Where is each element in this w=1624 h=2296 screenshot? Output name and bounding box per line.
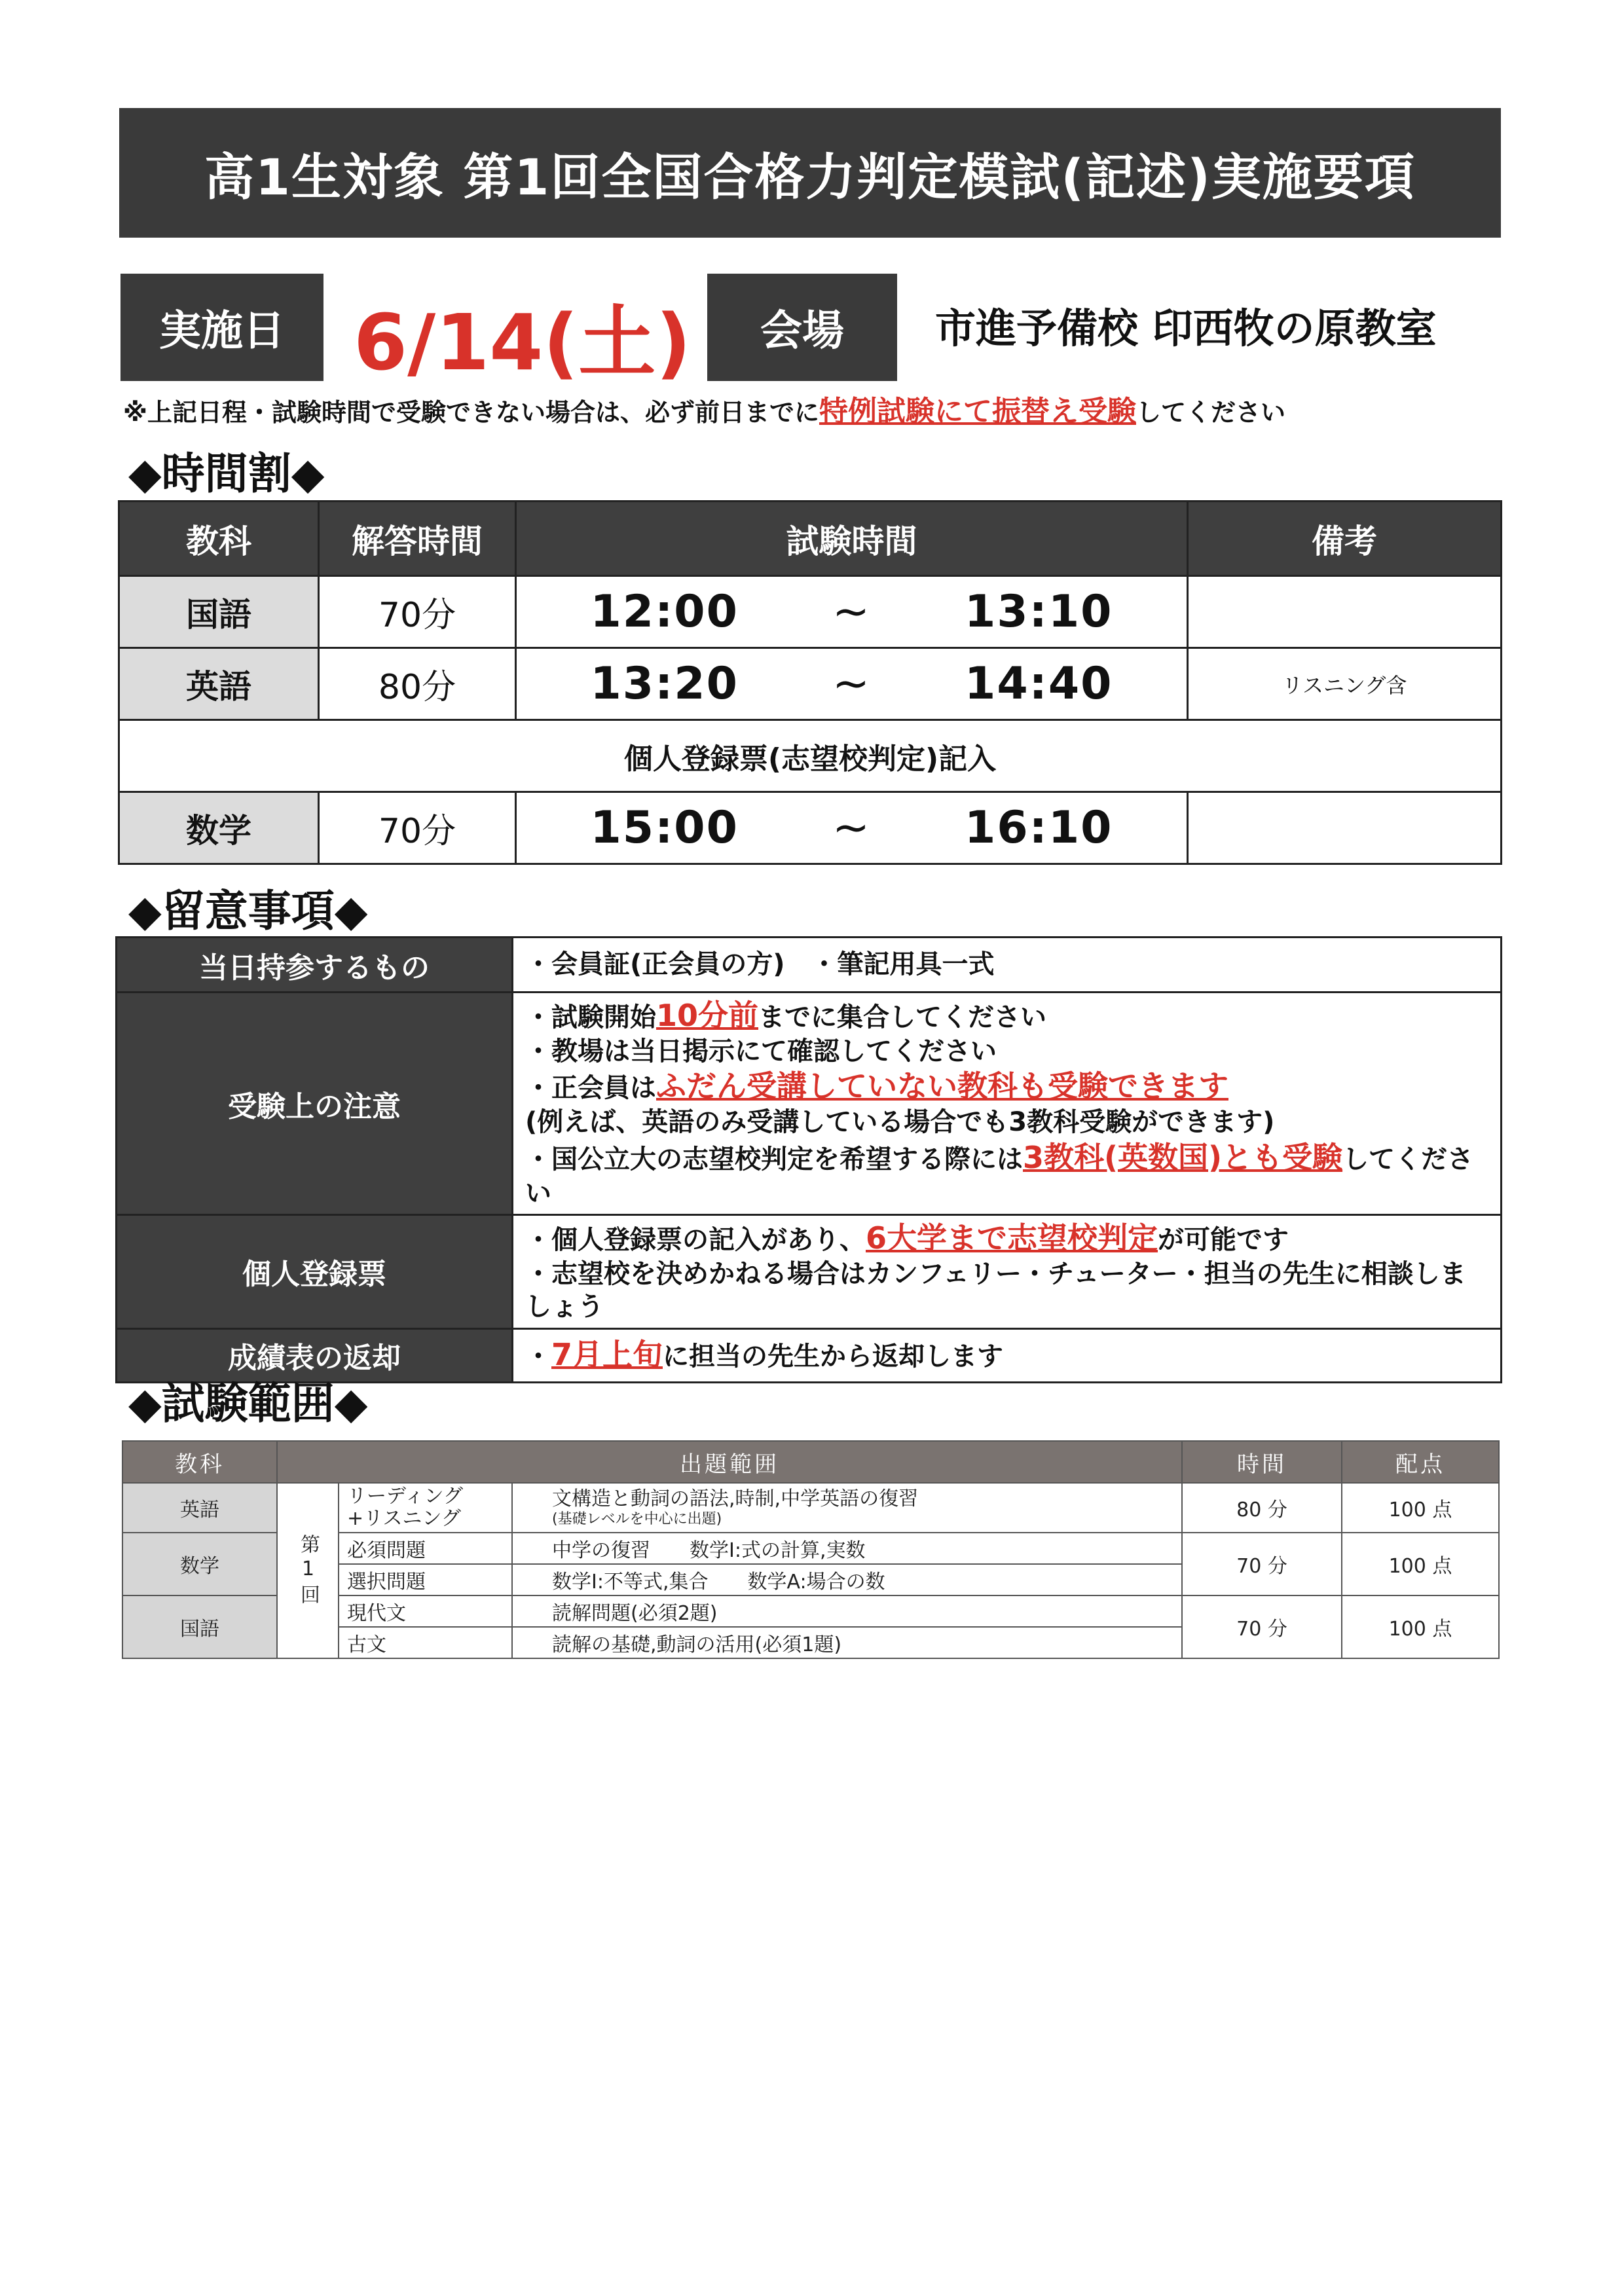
table-row	[119, 648, 1502, 720]
section-notes-heading: ◆留意事項◆	[128, 886, 368, 936]
row-start-time: 15:00	[516, 792, 813, 864]
row-start-time: 12:00	[516, 576, 813, 648]
notice-prefix: ※上記日程・試験時間で受験できない場合は、必ず前日までに	[123, 398, 819, 427]
caution-5-highlight: 3教科(英数国)とも受験	[1023, 1139, 1343, 1175]
date-label: 実施日	[120, 274, 323, 381]
row-note	[1188, 792, 1502, 864]
range-japanese-topic-2: 古文	[339, 1627, 512, 1658]
notes-row-bring	[117, 938, 1502, 993]
range-english-topic: リーディング +リスニング	[339, 1483, 512, 1533]
row-end-time: 13:10	[891, 576, 1188, 648]
registration-text	[513, 1215, 1502, 1329]
bring-text: ・会員証(正会員の方) ・筆記用具一式	[513, 938, 1502, 993]
notes-row-registration	[117, 1215, 1502, 1329]
timetable	[118, 500, 1502, 865]
range-japanese-topic-1: 現代文	[339, 1595, 512, 1627]
section-timetable-heading: ◆時間割◆	[128, 448, 325, 499]
range-math-time: 70 分	[1182, 1533, 1342, 1595]
timetable-header-row	[119, 501, 1502, 576]
row-note: リスニング含	[1188, 648, 1502, 720]
range-header-time: 時間	[1182, 1441, 1342, 1483]
range-header-subject: 教科	[122, 1441, 277, 1483]
registration-1-post: が可能です	[1158, 1225, 1289, 1256]
range-header-row	[122, 1441, 1499, 1483]
notice-suffix: してください	[1135, 398, 1285, 427]
table-row	[119, 792, 1502, 864]
range-header-scope: 出題範囲	[277, 1441, 1182, 1483]
range-header-points: 配点	[1342, 1441, 1499, 1483]
return-highlight: 7月上旬	[551, 1337, 663, 1373]
row-end-time: 14:40	[891, 648, 1188, 720]
return-label: 成績表の返却	[117, 1328, 513, 1382]
registration-1-pre: ・個人登録票の記入があり、	[525, 1225, 866, 1256]
range-japanese-desc-2: 読解の基礎,動詞の活用(必須1題)	[512, 1627, 1182, 1658]
date-value: 6/14(土)	[354, 297, 692, 388]
return-post: に担当の先生から返却します	[663, 1341, 1004, 1372]
range-subject-japanese: 国語	[122, 1595, 277, 1658]
row-duration: 70分	[319, 576, 516, 648]
caution-text	[513, 993, 1502, 1215]
range-japanese-points: 100 点	[1342, 1595, 1499, 1658]
row-subject: 英語	[119, 648, 319, 720]
page-title: 高1生対象 第1回全国合格力判定模試(記述)実施要項	[119, 108, 1501, 238]
caution-5-post: してください	[525, 1144, 1474, 1209]
caution-line-3	[525, 1068, 1488, 1106]
registration-line-1	[525, 1220, 1488, 1258]
range-english-desc-sub: (基礎レベルを中心に出題)	[552, 1510, 722, 1527]
header-duration: 解答時間	[319, 501, 516, 576]
header-note: 備考	[1188, 501, 1502, 576]
row-subject: 数学	[119, 792, 319, 864]
caution-1-highlight: 10分前	[656, 998, 759, 1033]
caution-label: 受験上の注意	[117, 993, 513, 1215]
break-text: 個人登録票(志望校判定)記入	[119, 720, 1502, 792]
notice-highlight: 特例試験にて振替え受験	[819, 395, 1136, 428]
range-japanese-time: 70 分	[1182, 1595, 1342, 1658]
registration-label: 個人登録票	[117, 1215, 513, 1329]
timetable-break-row	[119, 720, 1502, 792]
venue-value: 市進予備校 印西牧の原教室	[935, 304, 1437, 352]
section-range-heading: ◆試験範囲◆	[128, 1378, 368, 1429]
notes-row-caution	[117, 993, 1502, 1215]
range-round: 第1回	[277, 1483, 339, 1658]
caution-5-pre: ・国公立大の志望校判定を希望する際には	[525, 1144, 1023, 1175]
range-math-desc-1: 中学の復習 数学Ⅰ:式の計算,実数	[512, 1533, 1182, 1564]
row-note	[1188, 576, 1502, 648]
row-subject: 国語	[119, 576, 319, 648]
row-duration: 70分	[319, 792, 516, 864]
range-english-points: 100 点	[1342, 1483, 1499, 1533]
range-math-topic-1: 必須問題	[339, 1533, 512, 1564]
range-subject-math: 数学	[122, 1533, 277, 1595]
row-time-separator: ~	[812, 576, 891, 648]
table-row	[119, 576, 1502, 648]
venue-label: 会場	[707, 274, 897, 381]
table-row	[122, 1483, 1499, 1533]
range-japanese-desc-1: 読解問題(必須2題)	[512, 1595, 1182, 1627]
range-math-topic-2: 選択問題	[339, 1564, 512, 1595]
caution-line-2: ・教場は当日掲示にて確認してください	[525, 1036, 997, 1066]
header-exam-time: 試験時間	[516, 501, 1188, 576]
row-start-time: 13:20	[516, 648, 813, 720]
row-time-separator: ~	[812, 792, 891, 864]
notes-table	[115, 936, 1502, 1383]
bring-label: 当日持参するもの	[117, 938, 513, 993]
registration-1-highlight: 6大学まで志望校判定	[866, 1220, 1158, 1256]
range-english-desc	[512, 1483, 1182, 1533]
range-english-desc-main: 文構造と動詞の語法,時制,中学英語の復習	[552, 1487, 919, 1510]
header-subject: 教科	[119, 501, 319, 576]
range-english-time: 80 分	[1182, 1483, 1342, 1533]
caution-3-pre: ・正会員は	[525, 1073, 656, 1104]
range-math-points: 100 点	[1342, 1533, 1499, 1595]
caution-1-pre: ・試験開始	[525, 1002, 656, 1032]
caution-3-highlight: ふだん受講していない教科も受験できます	[656, 1068, 1228, 1104]
range-table	[122, 1440, 1500, 1659]
range-math-desc-2: 数学Ⅰ:不等式,集合 数学A:場合の数	[512, 1564, 1182, 1595]
registration-line-2: ・志望校を決めかねる場合はカンフェリー・チューター・担当の先生に相談しましょう	[525, 1258, 1466, 1322]
row-end-time: 16:10	[891, 792, 1188, 864]
range-subject-english: 英語	[122, 1483, 277, 1533]
return-text	[513, 1328, 1502, 1382]
caution-line-1	[525, 997, 1488, 1035]
caution-line-5	[525, 1139, 1488, 1210]
caution-1-post: までに集合してください	[758, 1002, 1047, 1032]
row-duration: 80分	[319, 648, 516, 720]
caution-line-4: (例えば、英語のみ受講している場合でも3教科受験ができます)	[525, 1107, 1275, 1138]
return-pre: ・	[525, 1341, 551, 1372]
notice-line	[123, 388, 1285, 429]
row-time-separator: ~	[812, 648, 891, 720]
